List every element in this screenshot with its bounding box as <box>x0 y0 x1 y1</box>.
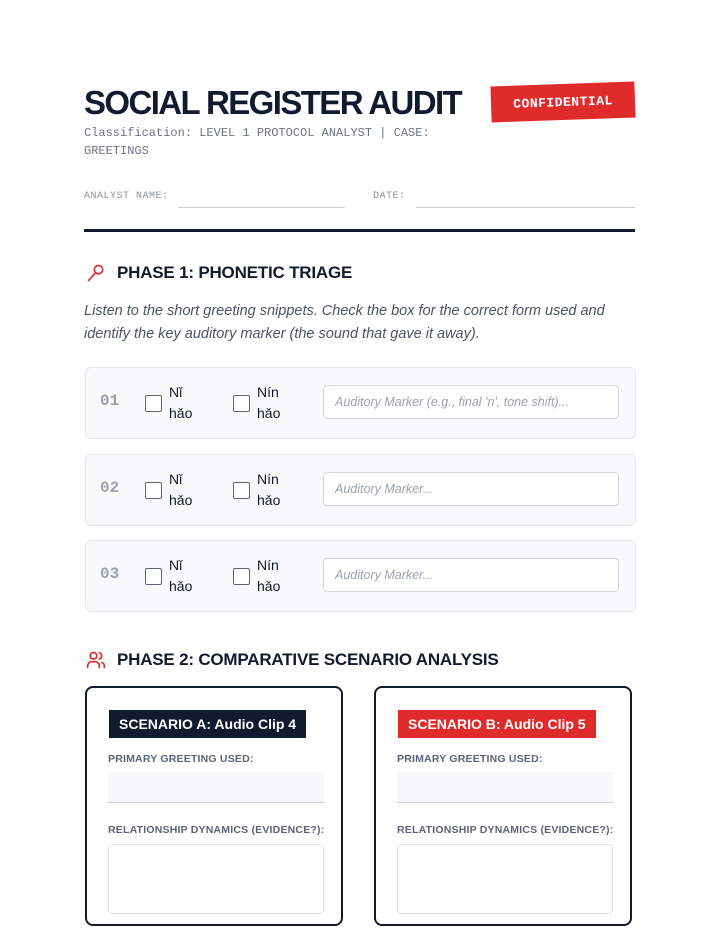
option-ni-hao-label: Nǐ hǎo <box>169 471 193 508</box>
checkbox-ni-hao[interactable] <box>145 395 162 412</box>
auditory-marker-input[interactable] <box>323 385 619 419</box>
checkbox-ni-hao[interactable] <box>145 482 162 499</box>
classification-line: Classification: LEVEL 1 PROTOCOL ANALYST | CASE: GREETINGS <box>84 126 430 158</box>
triage-row <box>85 367 636 439</box>
option-nin-hao-label: Nín hǎo <box>257 557 281 594</box>
triage-row <box>85 454 636 526</box>
dynamics-label: RELATIONSHIP DYNAMICS (EVIDENCE?): <box>108 824 325 836</box>
phase1-heading <box>86 263 352 283</box>
auditory-marker-input[interactable] <box>323 472 619 506</box>
page-title: SOCIAL REGISTER AUDIT <box>84 83 462 122</box>
scenario-a-card <box>85 686 343 926</box>
dynamics-textarea[interactable] <box>397 844 613 914</box>
scenario-b-card <box>374 686 632 926</box>
option-nin-hao-label: Nín hǎo <box>257 471 281 508</box>
row-number: 02 <box>100 479 120 497</box>
microphone-icon <box>86 263 106 283</box>
checkbox-nin-hao[interactable] <box>233 482 250 499</box>
dynamics-label: RELATIONSHIP DYNAMICS (EVIDENCE?): <box>397 824 614 836</box>
date-field[interactable] <box>416 207 635 208</box>
analyst-name-field[interactable] <box>178 207 345 208</box>
auditory-marker-input[interactable] <box>323 558 619 592</box>
header-divider <box>84 229 635 232</box>
row-number: 03 <box>100 565 120 583</box>
option-ni-hao-label: Nǐ hǎo <box>169 384 193 421</box>
checkbox-ni-hao[interactable] <box>145 568 162 585</box>
date-label: DATE: <box>373 191 406 202</box>
phase1-title: PHASE 1: PHONETIC TRIAGE <box>117 263 353 282</box>
checkbox-nin-hao[interactable] <box>233 395 250 412</box>
phase2-title: PHASE 2: COMPARATIVE SCENARIO ANALYSIS <box>117 650 499 669</box>
greeting-label: PRIMARY GREETING USED: <box>108 753 254 765</box>
phase1-instructions: Listen to the short greeting snippets. Check the box for the correct form used and identify the key auditory marker (the sound that gave it away). <box>84 303 605 342</box>
greeting-input[interactable] <box>397 772 613 803</box>
option-ni-hao-label: Nǐ hǎo <box>169 557 193 594</box>
analyst-name-label: ANALYST NAME: <box>84 191 169 202</box>
row-number: 01 <box>100 392 120 410</box>
triage-row <box>85 540 636 612</box>
greeting-input[interactable] <box>108 772 324 803</box>
greeting-label: PRIMARY GREETING USED: <box>397 753 543 765</box>
confidential-stamp: CONFIDENTIAL <box>490 81 635 122</box>
scenario-a-tag: SCENARIO A: Audio Clip 4 <box>109 710 306 738</box>
option-nin-hao-label: Nín hǎo <box>257 384 281 421</box>
dynamics-textarea[interactable] <box>108 844 324 914</box>
phase2-heading <box>86 650 499 670</box>
users-icon <box>86 650 106 670</box>
scenario-b-tag: SCENARIO B: Audio Clip 5 <box>398 710 596 738</box>
checkbox-nin-hao[interactable] <box>233 568 250 585</box>
